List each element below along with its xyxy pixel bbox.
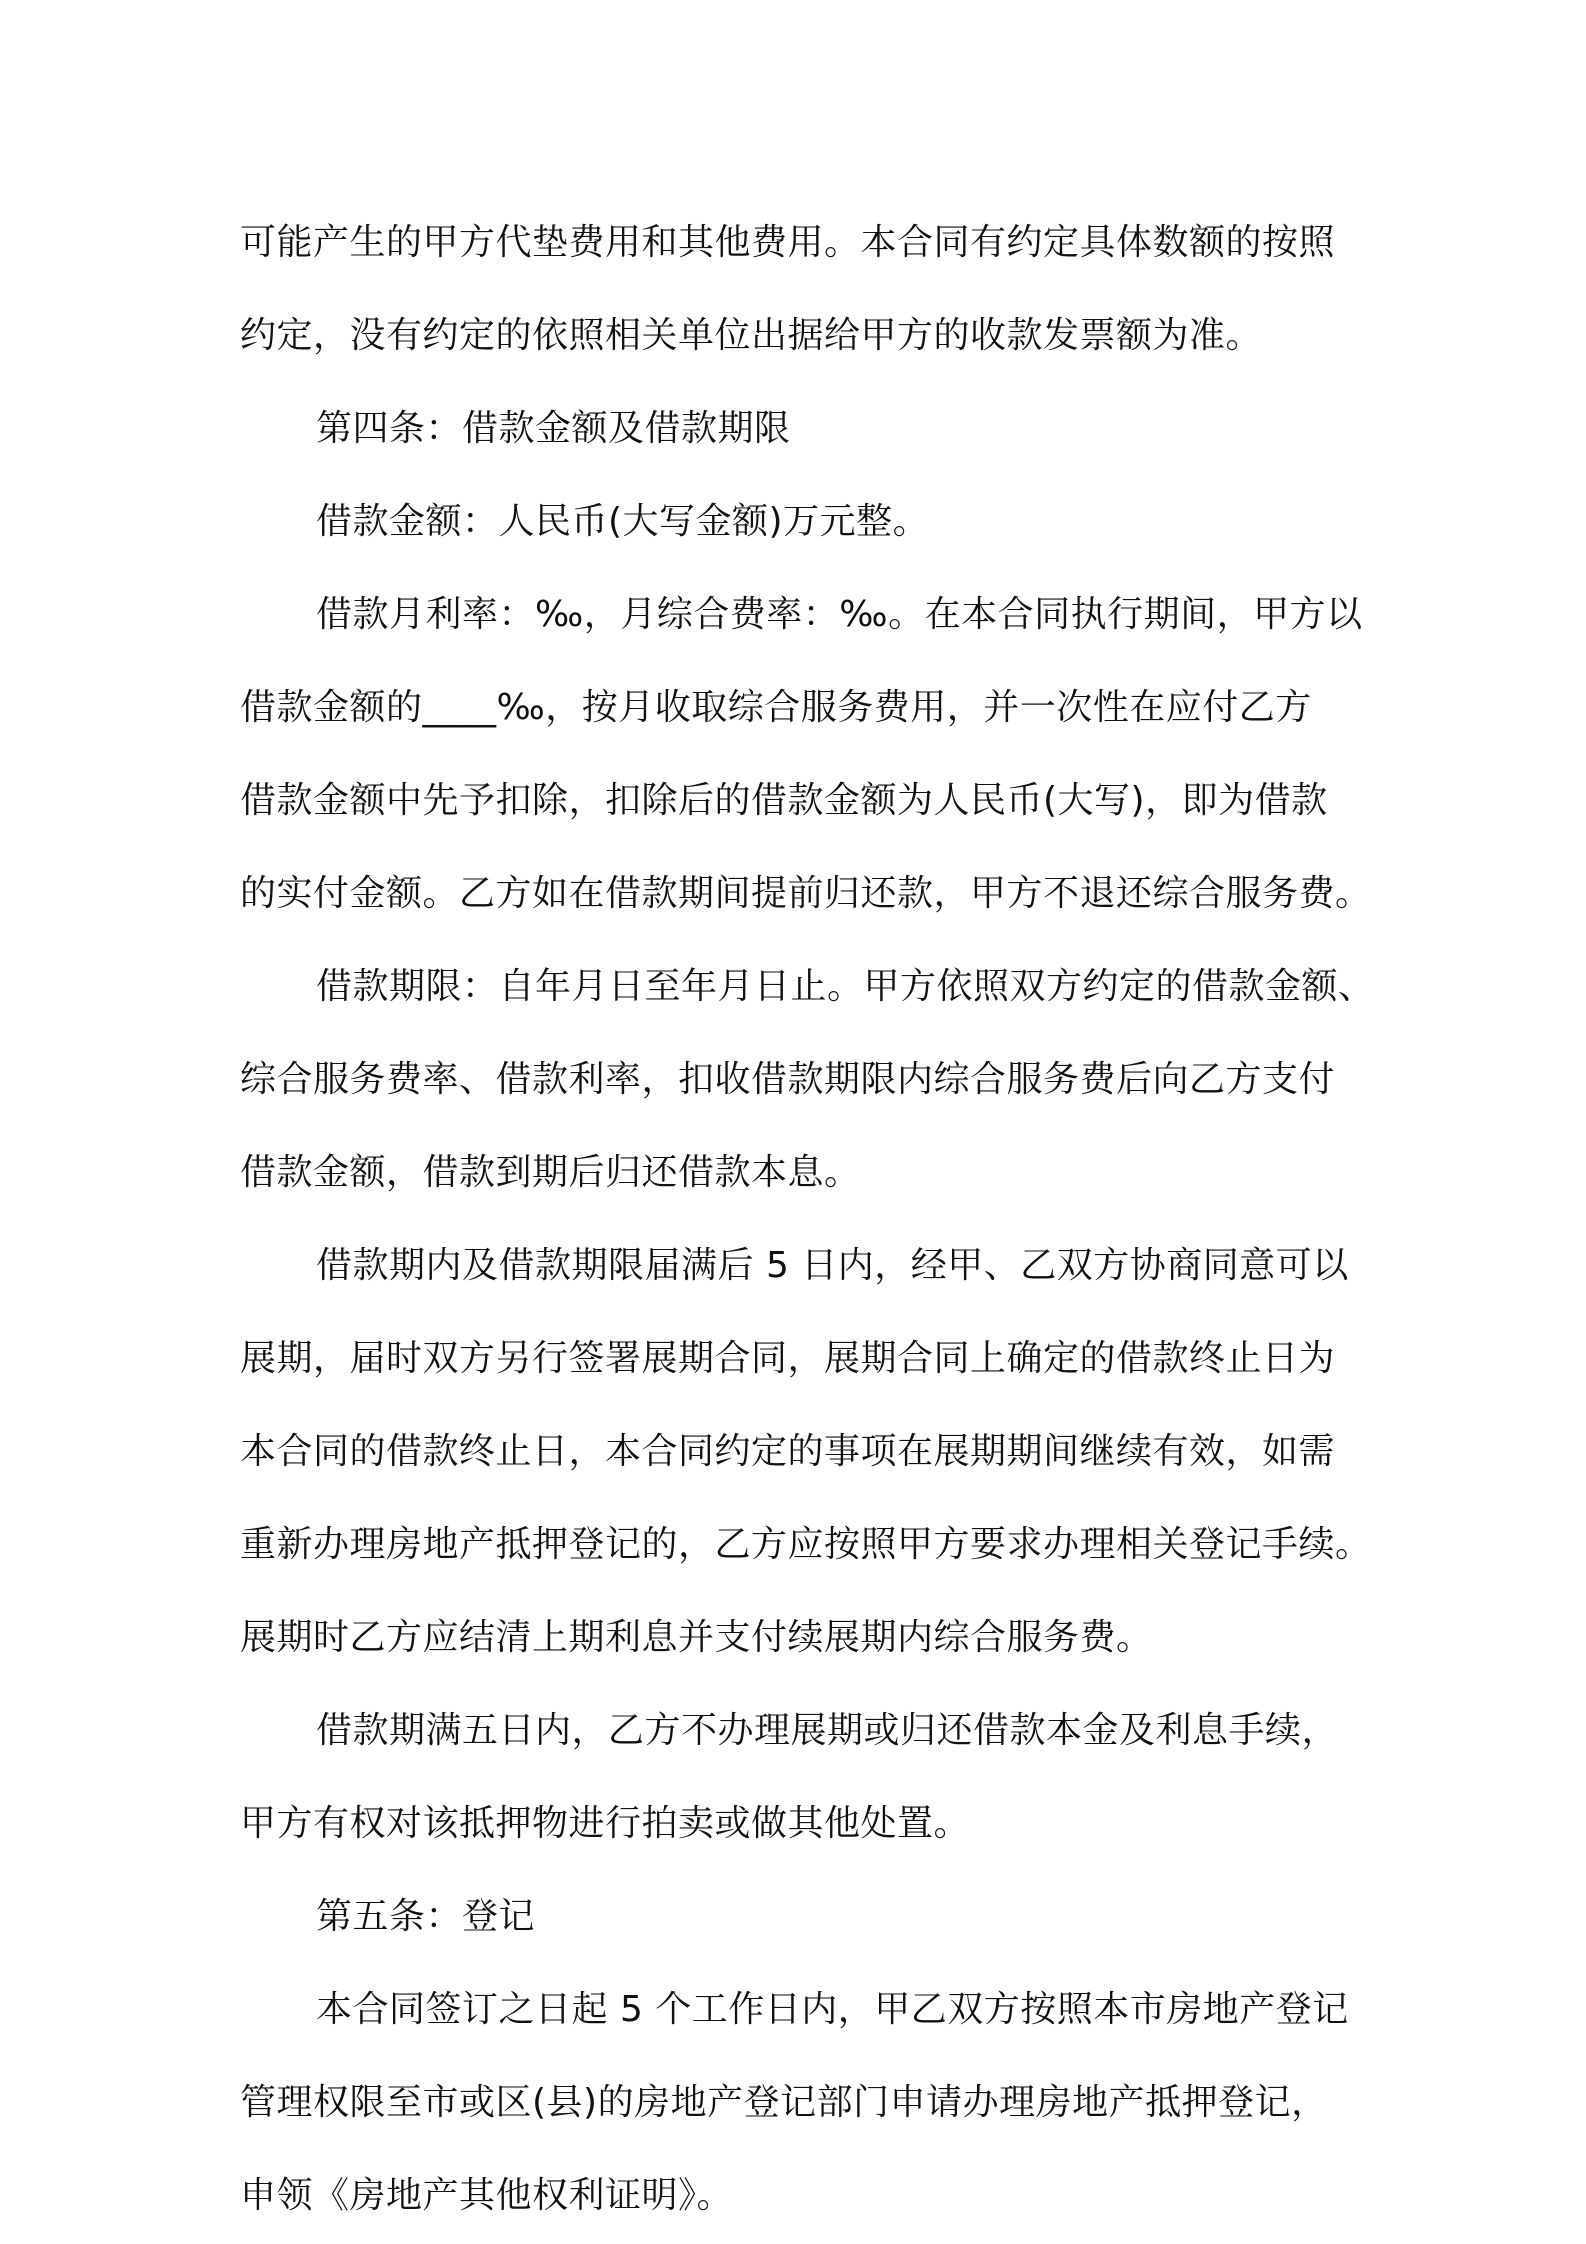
text-line-6: 借款金额的____‰，按月收取综合服务费用，并一次性在应付乙方 bbox=[240, 687, 1312, 728]
text-line-21: 管理权限至市或区(县)的房地产登记部门申请办理房地产抵押登记， bbox=[240, 2082, 1328, 2123]
text-line-11: 借款金额，借款到期后归还借款本息。 bbox=[240, 1152, 861, 1193]
text-line-10: 综合服务费率、借款利率，扣收借款期限内综合服务费后向乙方支付 bbox=[240, 1059, 1336, 1100]
article-5-heading: 第五条：登记 bbox=[316, 1896, 536, 1937]
text-line-5: 借款月利率：‰，月综合费率：‰。在本合同执行期间，甲方以 bbox=[316, 594, 1363, 635]
article-4-heading: 第四条：借款金额及借款期限 bbox=[316, 408, 791, 449]
text-line-17: 借款期满五日内，乙方不办理展期或归还借款本金及利息手续， bbox=[316, 1710, 1339, 1751]
text-line-16: 展期时乙方应结清上期利息并支付续展期内综合服务费。 bbox=[240, 1617, 1153, 1658]
document-body bbox=[240, 196, 1375, 2242]
text-line-18: 甲方有权对该抵押物进行拍卖或做其他处置。 bbox=[240, 1803, 971, 1844]
text-line-12: 借款期内及借款期限届满后 5 日内，经甲、乙双方协商同意可以 bbox=[316, 1245, 1349, 1286]
text-line-9: 借款期限：自年月日至年月日止。甲方依照双方约定的借款金额、 bbox=[316, 966, 1375, 1007]
text-line-15: 重新办理房地产抵押登记的，乙方应按照甲方要求办理相关登记手续。 bbox=[240, 1524, 1372, 1565]
text-line-4: 借款金额：人民币(大写金额)万元整。 bbox=[316, 501, 930, 542]
text-line-2: 约定，没有约定的依照相关单位出据给甲方的收款发票额为准。 bbox=[240, 315, 1263, 356]
text-line-7: 借款金额中先予扣除，扣除后的借款金额为人民币(大写)，即为借款 bbox=[240, 780, 1328, 821]
text-line-20: 本合同签订之日起 5 个工作日内，甲乙双方按照本市房地产登记 bbox=[316, 1989, 1349, 2030]
text-line-14: 本合同的借款终止日，本合同约定的事项在展期期间继续有效，如需 bbox=[240, 1431, 1336, 1472]
text-line-13: 展期，届时双方另行签署展期合同，展期合同上确定的借款终止日为 bbox=[240, 1338, 1336, 1379]
text-line-1: 可能产生的甲方代垫费用和其他费用。本合同有约定具体数额的按照 bbox=[240, 222, 1336, 263]
text-line-8: 的实付金额。乙方如在借款期间提前归还款，甲方不退还综合服务费。 bbox=[240, 873, 1372, 914]
text-line-22: 申领《房地产其他权利证明》。 bbox=[240, 2175, 734, 2216]
